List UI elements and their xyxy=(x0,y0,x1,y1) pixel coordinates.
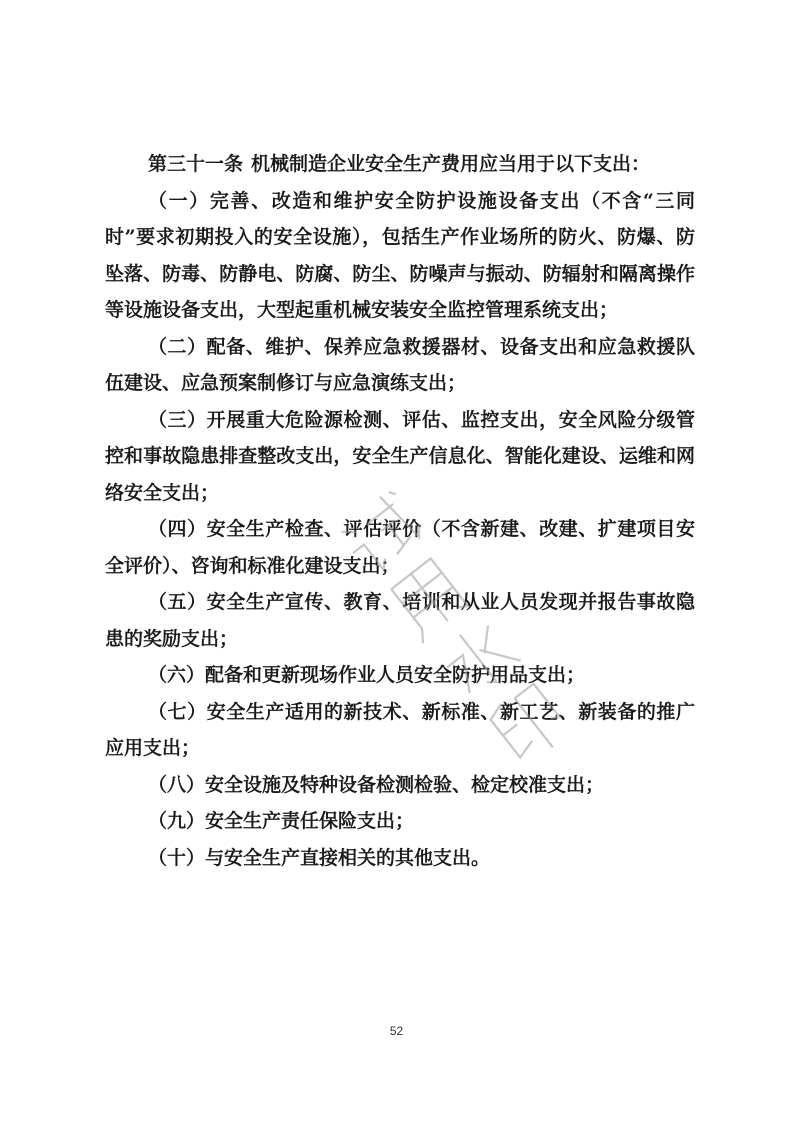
article-title: 机械制造企业安全生产费用应当用于以下支出： xyxy=(251,153,651,175)
article-number: 第三十一条 xyxy=(148,153,244,175)
list-item: （八）安全设施及特种设备检测检验、检定校准支出； xyxy=(148,773,605,796)
list-item: （九）安全生产责任保险支出； xyxy=(148,810,415,832)
document-body xyxy=(105,146,695,876)
article-heading xyxy=(105,146,695,183)
list-item: （十）与安全生产直接相关的其他支出。 xyxy=(148,846,491,869)
list-item: （五）安全生产宣传、教育、培训和从业人员发现并报告事故隐患的奖励支出； xyxy=(105,591,695,650)
list-item: （三）开展重大危险源检测、评估、监控支出，安全风险分级管控和事故隐患排查整改支出，安全生产信息化、智能化建设、运维和网络安全支出； xyxy=(105,408,695,504)
list-item: （一）完善、改造和维护安全防护设施设备支出（不含“三同时”要求初期投入的安全设施），包括生产作业场所的防火、防爆、防坠落、防毒、防静电、防腐、防尘、防噪声与振动、防辐射和隔离操作等设施设备支出，大型起重机械安装安全监控管理系统支出； xyxy=(105,189,695,321)
page-number: 52 xyxy=(389,1024,404,1038)
list-item: （七）安全生产适用的新技术、新标准、新工艺、新装备的推广应用支出； xyxy=(105,700,695,759)
list-item: （四）安全生产检查、评估评价（不含新建、改建、扩建项目安全评价）、咨询和标准化建设支出； xyxy=(105,518,695,577)
list-item: （二）配备、维护、保养应急救援器材、设备支出和应急救援队伍建设、应急预案制修订与应急演练支出； xyxy=(105,335,695,394)
list-item: （六）配备和更新现场作业人员安全防护用品支出； xyxy=(148,664,586,686)
